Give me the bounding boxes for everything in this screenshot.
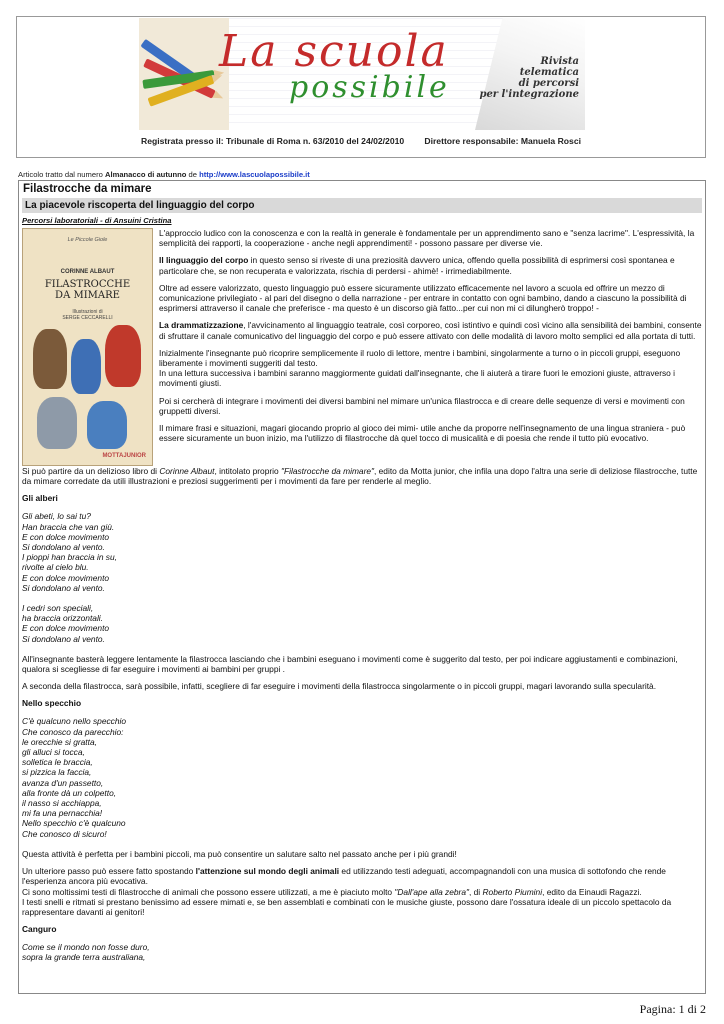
poem-stanza: I cedri son speciali, ha braccia orizzontali. E con dolce movimento Si dondolano al vento. bbox=[22, 603, 110, 644]
registration-info: Registrata presso il: Tribunale di Roma n. 63/2010 del 24/02/2010 bbox=[141, 136, 405, 146]
registration-bar bbox=[139, 134, 585, 148]
book-series: Le Piccole Giole bbox=[67, 237, 108, 243]
child-illustration bbox=[87, 401, 127, 449]
paragraph: Poi si cercherà di integrare i movimenti dei diversi bambini nel mimare un'unica filastrocca e di creare delle sequenze di versi e movimenti con gruppetti diversi. bbox=[159, 395, 685, 416]
director-info: Direttore responsabile: Manuela Rosci bbox=[424, 136, 581, 146]
book-illustrator: Illustrazioni di SERGE CECCARELLI bbox=[62, 309, 113, 321]
paragraph: Un ulteriore passo può essere fatto spostando l'attenzione sul mondo degli animali ed utilizzando testi adeguati, accompagnandoli con una musica di sottofondo che rende l'esperienza ancora più evocativa. Ci sono moltissimi testi di filastrocche di animali che possono essere utilizzati, a me è piaciuto molto "Dall'ape alla zebra", di Roberto Piumini, edito da Einaudi Ragazzi. I testi snelli e ritmati si prestano benissimo ad essere mimati e, se ben assemblati e combinati con le musiche giuste, possono dare l'ossatura ideale di un piccolo spettacolo da rappresentare davanti ai genitori! bbox=[22, 866, 672, 917]
section-heading: Nello specchio bbox=[22, 698, 82, 709]
paragraph: All'insegnante basterà leggere lentamente la filastrocca lasciando che i bambini eseguano i movimenti come è suggerito dal testo, per poi indicare aggiustamenti e combinazioni, qualora si scegliesse di far eseguire i movimenti ai bambini per gruppi . bbox=[22, 653, 678, 675]
poem-stanza: Come se il mondo non fosse duro, sopra la grande terra australiana, bbox=[22, 942, 150, 963]
book-cover-image bbox=[22, 228, 153, 466]
poem-nello-specchio bbox=[22, 716, 702, 838]
article-author: Percorsi laboratoriali - di Ansuini Cristina bbox=[22, 216, 172, 225]
section-heading: Canguro bbox=[22, 924, 57, 935]
article-subtitle: La piacevole riscoperta del linguaggio del corpo bbox=[22, 198, 702, 213]
intro-text bbox=[159, 228, 702, 466]
source-link[interactable]: http://www.lascuolapossibile.it bbox=[199, 170, 310, 179]
source-line: Articolo tratto dal numero Almanacco di autunno de http://www.lascuolapossibile.it bbox=[18, 170, 310, 179]
animal-illustration bbox=[105, 325, 141, 387]
wolf-illustration bbox=[37, 397, 77, 449]
poem-stanza: Gli abeti, lo sai tu? Han braccia che van giù. E con dolce movimento Si dondolano al vento. I pioppi han braccia in su, rivolte al cielo blu. E con dolce movimento Si dondolano al vento. bbox=[22, 511, 117, 593]
book-publisher: MOTTAJUNIOR bbox=[102, 453, 146, 459]
section-heading: Gli alberi bbox=[22, 493, 58, 504]
poem-gli-alberi bbox=[22, 511, 702, 643]
paragraph: L'approccio ludico con la conoscenza e con la realtà in generale è fondamentale per un apprendimento sano e "senza lacrime". L'espressività, la semplicità dei rapporti, la cooperazione - anche negli apprendimenti! - possono passare per diverse vie. bbox=[159, 228, 695, 249]
paragraph: Oltre ad essere valorizzato, questo linguaggio può essere sicuramente utilizzato efficacemente nel lavoro a scuola ed offrire un mezzo di comunicazione privilegiato - al pari del disegno o della narrazione - per entrare in contatto con ogni bambino, dando a ciascuno la possibilità di esprimersi attraverso il canale che preferisce - ma questo è un discorso già fatto...per cui non mi ci dilungherò troppo! - bbox=[159, 282, 687, 314]
poem-canguro bbox=[22, 942, 702, 962]
magazine-title-line2: possibile bbox=[289, 70, 450, 105]
animal-illustration bbox=[33, 329, 67, 389]
book-title: FILASTROCCHE DA MIMARE bbox=[44, 279, 131, 301]
paragraph: A seconda della filastrocca, sarà possibile, infatti, scegliere di far eseguire i movimenti della filastrocca singolarmente o in piccoli gruppi, magari lavorando sulla specularità. bbox=[22, 681, 657, 692]
pencils-illustration bbox=[139, 18, 229, 130]
article-title: Filastrocche da mimare bbox=[23, 183, 152, 195]
paragraph: Inizialmente l'insegnante può ricoprire semplicemente il ruolo di lettore, mentre i bambini, singolarmente a turno o in piccoli gruppi, eseguono liberamente i movimenti suggeriti dal testo. In una lettura successiva i bambini saranno maggiormente guidati dall'insegnante, che li aiuterà a tirare fuori le emozioni giuste, attraverso i movimenti giusti. bbox=[159, 347, 681, 389]
masthead-banner bbox=[139, 18, 585, 154]
book-author: CORINNE ALBAUT bbox=[60, 269, 115, 275]
paragraph: La drammatizzazione, l'avvicinamento al linguaggio teatrale, così corporeo, così istintivo e quindi così vicino alla sensibilità dei bambini, consente di sfruttare il canale comunicativo del linguaggio del corpo e può essere attivato con delle modalità di lavoro molto semplici ed alla portata di tutti. bbox=[159, 320, 702, 341]
magazine-title: La scuola bbox=[219, 26, 449, 77]
paragraph: Si può partire da un delizioso libro di Corinne Albaut, intitolato proprio "Filastrocche da mimare", edito da Motta junior, che infila una dopo l'altra una serie di deliziose filastrocche, tutte da mimare corredate da utili illustrazioni e preziosi suggerimenti per i movimenti da fare per renderle al meglio. bbox=[22, 466, 698, 487]
issue-name: Almanacco di autunno bbox=[104, 170, 187, 179]
paragraph: Il linguaggio del corpo in questo senso si riveste di una preziosità davvero unica, offendo quella possibilità di esprimersi così spontanea e particolare che, se non recuperata e valorizzata, rischia di perdersi - ahimè! - irrimediabilmente. bbox=[159, 255, 675, 276]
child-illustration bbox=[71, 339, 101, 394]
article-container bbox=[18, 180, 706, 994]
poem-stanza: C'è qualcuno nello specchio Che conosco da parecchio: le orecchie si gratta, gli alluci si tocca, solletica le braccia, si pizzica la faccia, avanza d'un passetto, alla fronte dà un colpetto, il nasso si acchiappa, mi fa una pernacchia! Nello specchio c'è qualcuno Che conosco di sicuro! bbox=[22, 716, 127, 839]
magazine-description: Rivista telematica di percorsi per l'integrazione bbox=[479, 56, 579, 100]
paragraph: Questa attività è perfetta per i bambini piccoli, ma può consentire un salutare salto nel passato anche per i più grandi! bbox=[22, 848, 457, 859]
page-number: Pagina: 1 di 2 bbox=[639, 1002, 706, 1016]
paragraph: Il mimare frasi e situazioni, magari giocando proprio al gioco dei mimi- utile anche da proporre nell'insegnamento de una lingua straniera - può essere sicuramente un buon inizio, ma l'utilizzo di filastrocche dà quel tocco di musicalità e di poesia che rende il tutto più evocativo. bbox=[159, 423, 686, 444]
